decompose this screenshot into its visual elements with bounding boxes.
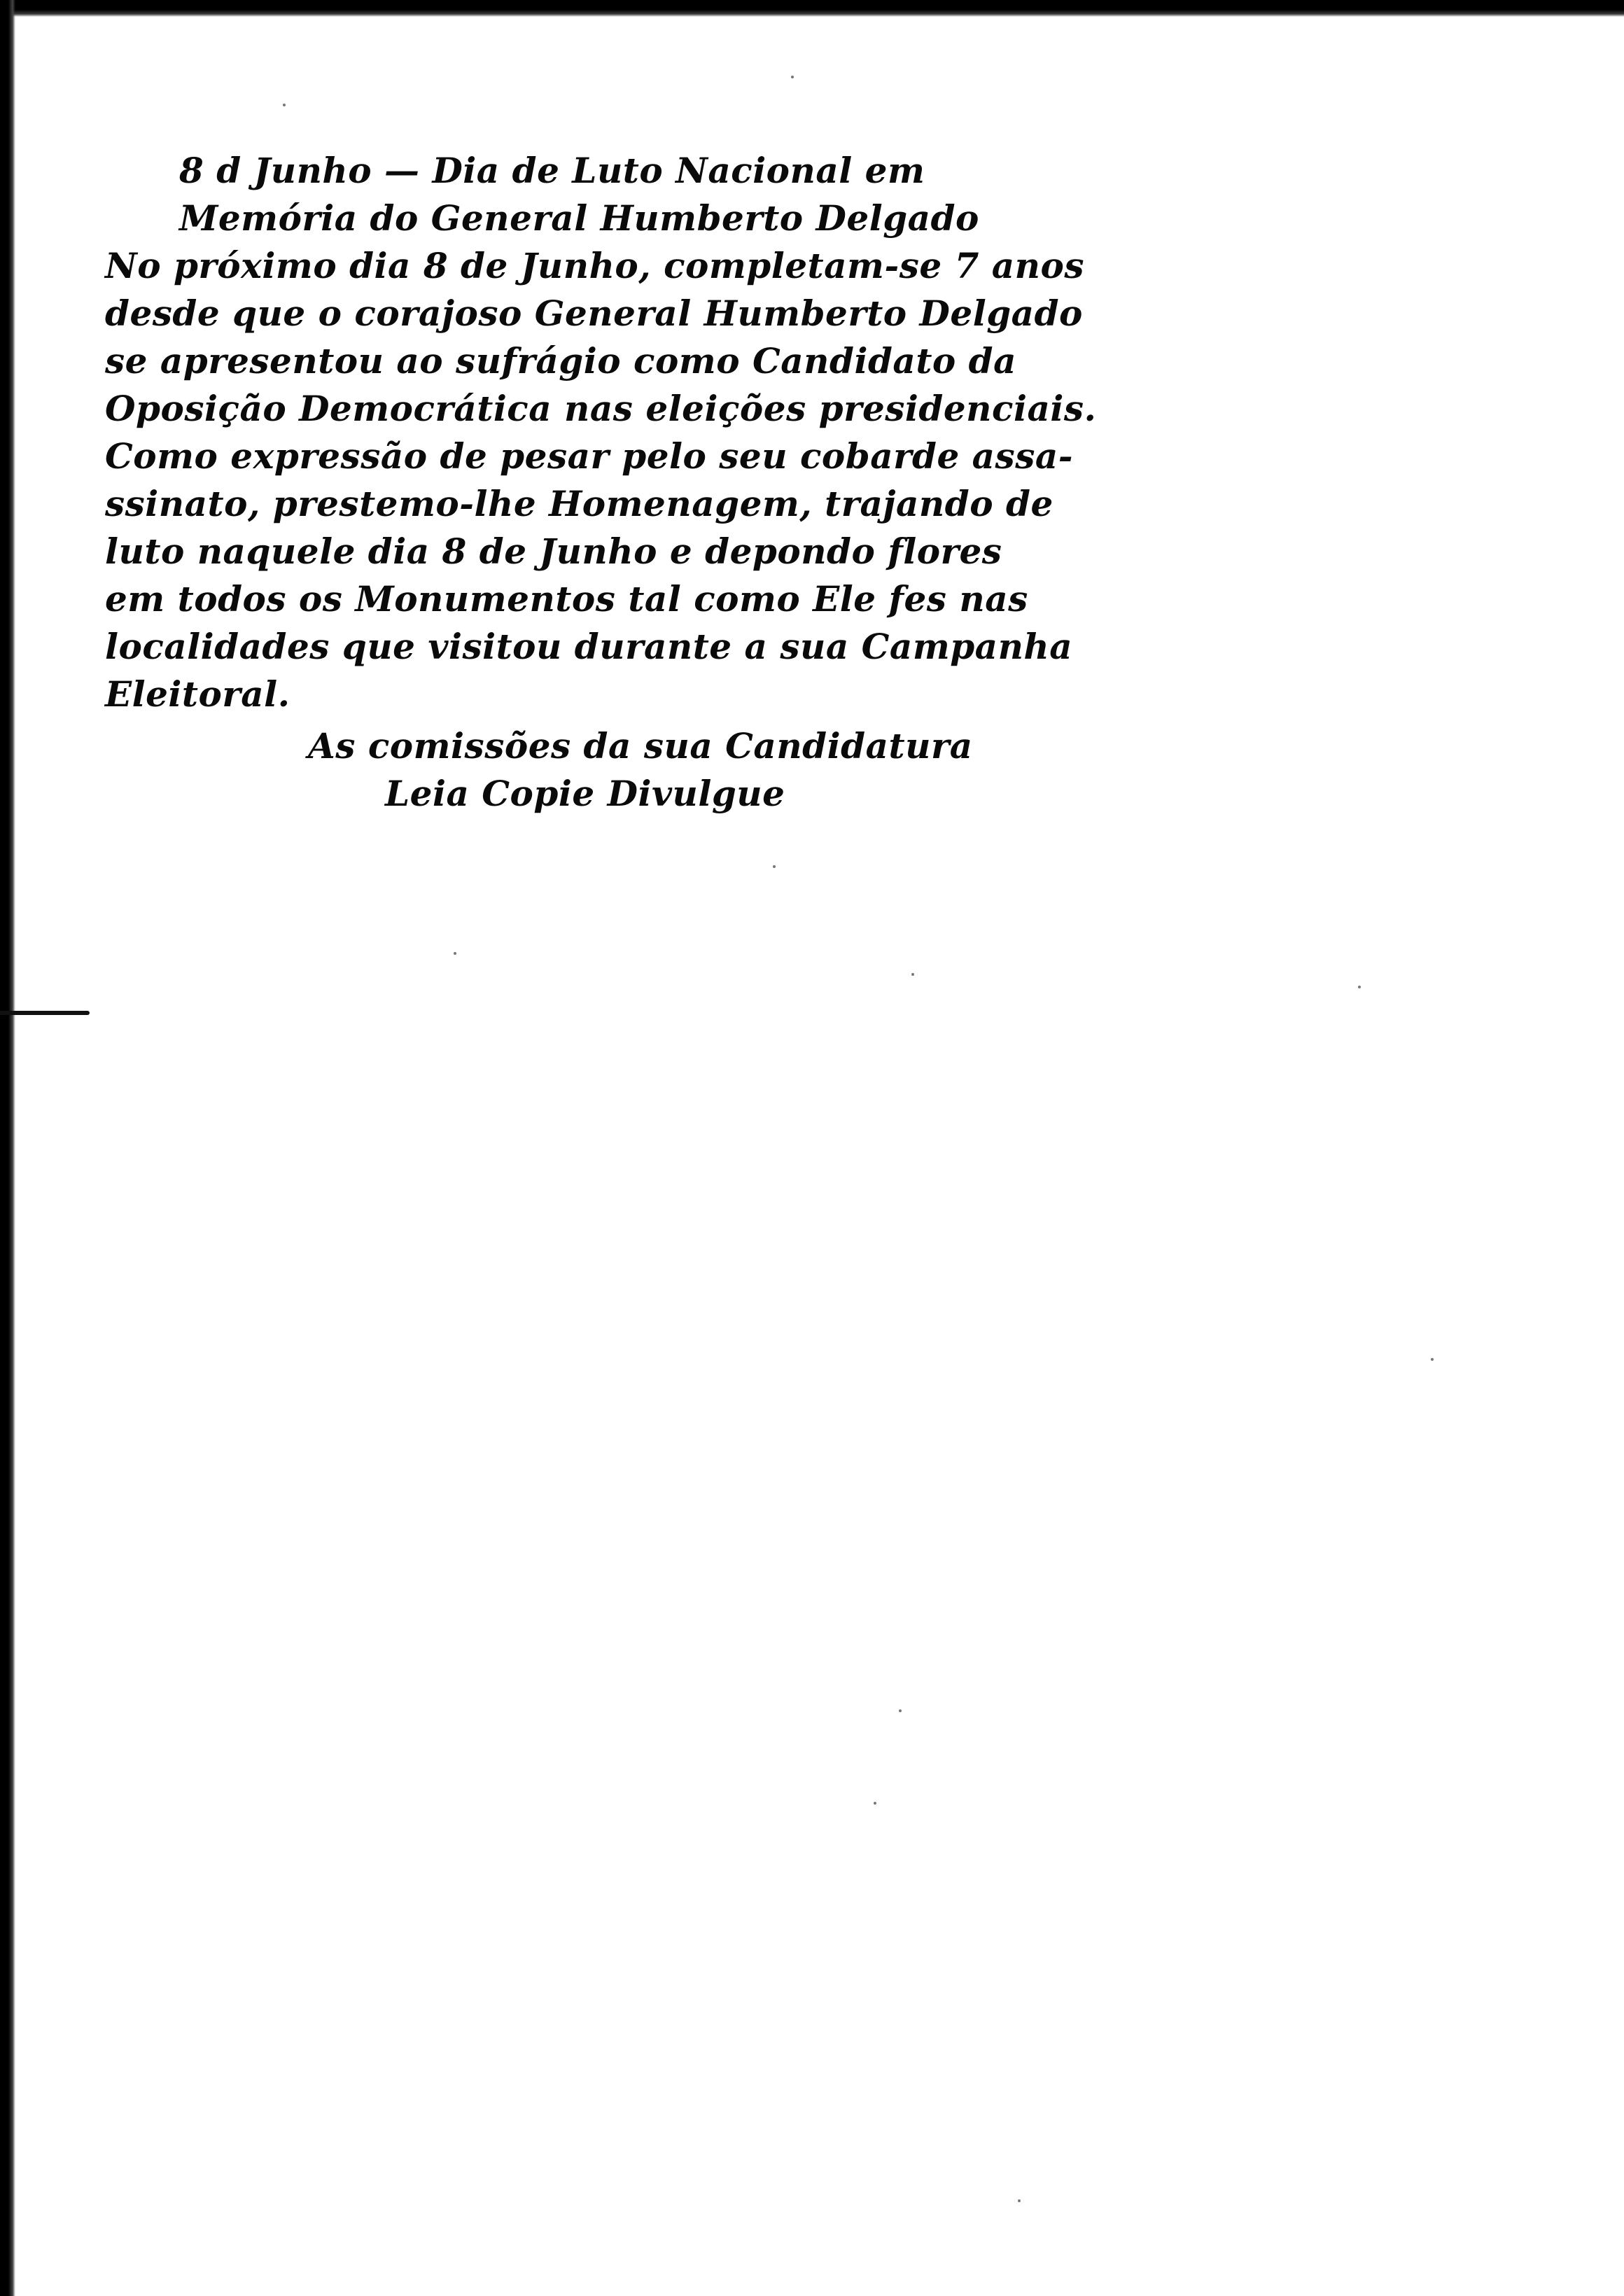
dust-speck bbox=[773, 865, 776, 868]
dust-speck bbox=[791, 76, 794, 78]
body-line: localidades que visitou durante a sua Campanha bbox=[105, 626, 1073, 667]
body-line: luto naquele dia 8 de Junho e depondo flores bbox=[105, 531, 1002, 572]
dust-speck bbox=[283, 104, 286, 106]
body-line: No próximo dia 8 de Junho, completam-se 7 anos bbox=[105, 245, 1085, 286]
dust-speck bbox=[1018, 2199, 1021, 2202]
dust-speck bbox=[874, 1802, 876, 1805]
body-line: Eleitoral. bbox=[105, 673, 290, 715]
dust-speck bbox=[1358, 986, 1361, 988]
heading-line-1: 8 d Junho — Dia de Luto Nacional em bbox=[179, 150, 925, 191]
body-line: Oposição Democrática nas eleições presidenciais. bbox=[105, 388, 1097, 429]
signature: As comissões da sua Candidatura bbox=[308, 725, 973, 766]
call-to-action: Leia Copie Divulgue bbox=[385, 773, 785, 814]
scan-edge-left bbox=[0, 0, 15, 2296]
heading-line-2: Memória do General Humberto Delgado bbox=[179, 197, 979, 239]
dust-speck bbox=[899, 1709, 902, 1712]
body-line: se apresentou ao sufrágio como Candidato da bbox=[105, 340, 1017, 382]
dust-speck bbox=[1431, 1358, 1434, 1361]
body-line: desde que o corajoso General Humberto Delgado bbox=[105, 293, 1083, 334]
leaflet-text bbox=[105, 147, 1097, 818]
scan-edge-top bbox=[0, 0, 1624, 17]
dust-speck bbox=[911, 973, 914, 976]
body-line: Como expressão de pesar pelo seu cobarde assa- bbox=[105, 435, 1074, 477]
dust-speck bbox=[454, 952, 456, 955]
scan-edge-mark bbox=[0, 1011, 90, 1015]
body-line: em todos os Monumentos tal como Ele fes nas bbox=[105, 578, 1028, 620]
body-line: ssinato, prestemo-lhe Homenagem, trajando de bbox=[105, 483, 1054, 524]
